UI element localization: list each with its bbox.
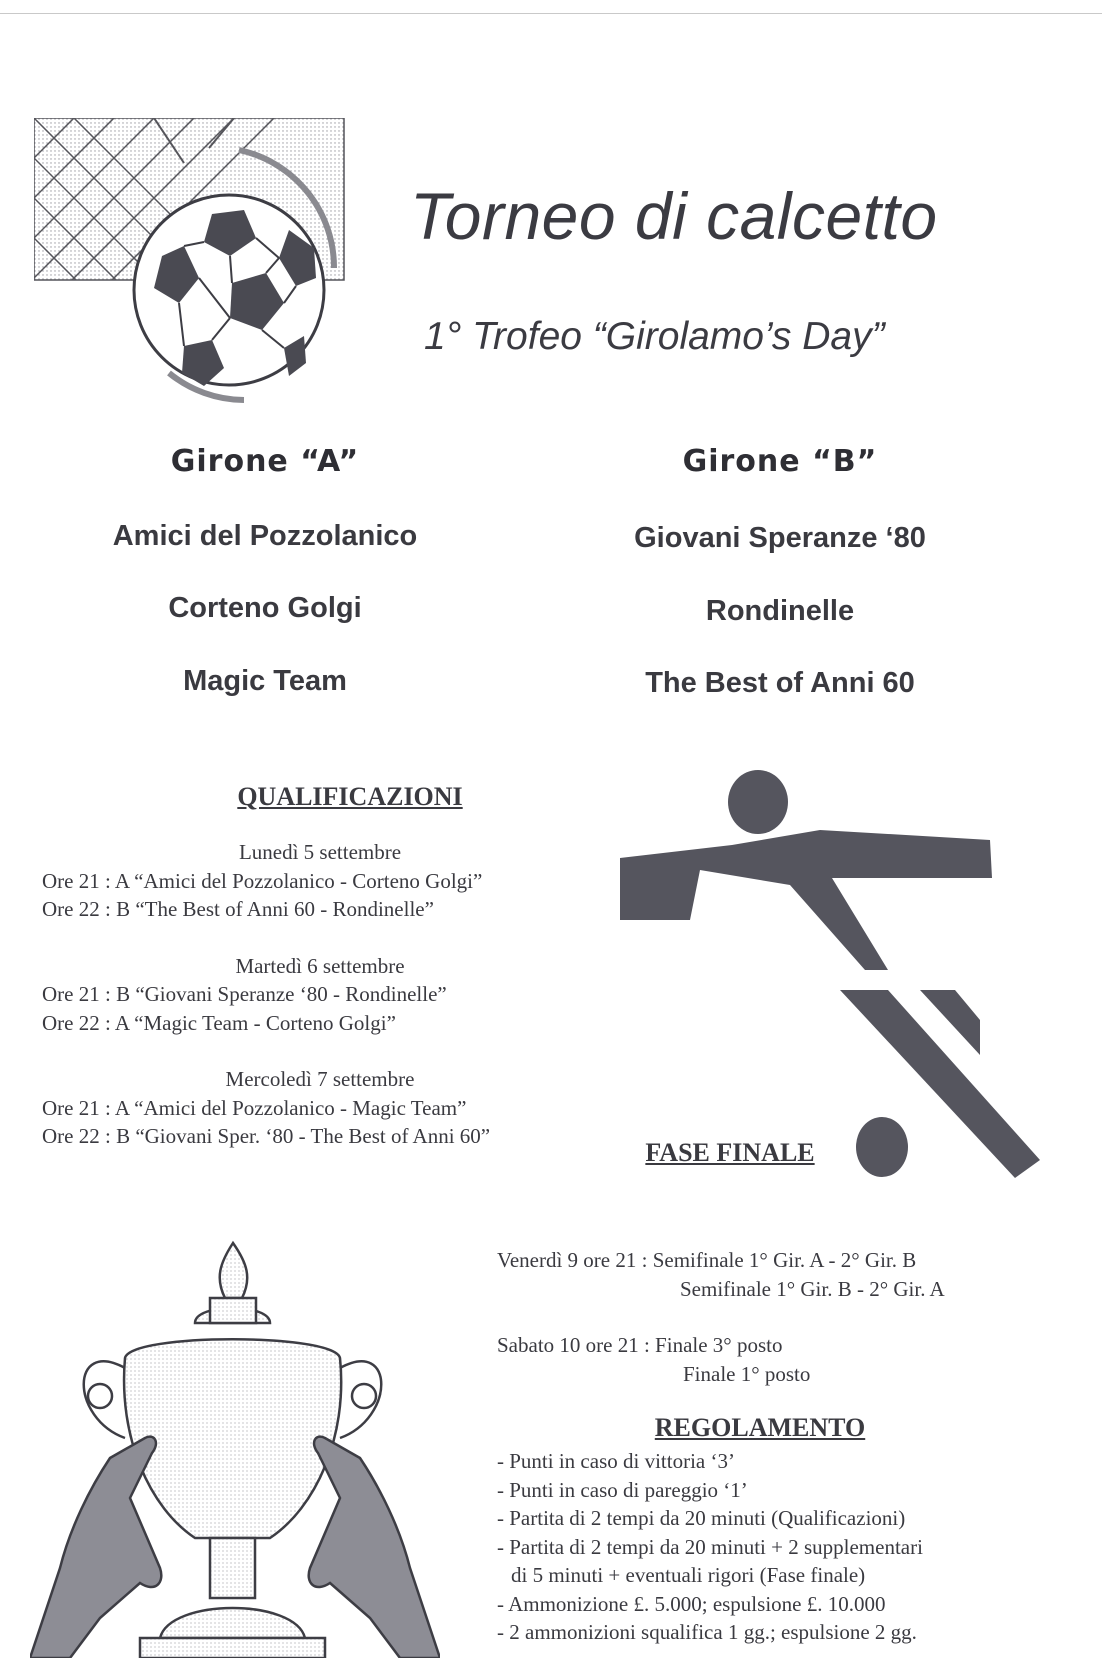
rule-item: - Punti in caso di pareggio ‘1’ [497, 1477, 748, 1502]
page-title: Torneo di calcetto [410, 179, 938, 253]
rule-item: - Partita di 2 tempi da 20 minuti (Qualificazioni) [497, 1506, 906, 1530]
finale-line: Finale 1° posto [683, 1361, 811, 1386]
girone-a-team: Corteno Golgi [168, 592, 362, 624]
finale-line: Sabato 10 ore 21 : Finale 3° posto [497, 1333, 783, 1357]
finale-line: Semifinale 1° Gir. B - 2° Gir. A [680, 1276, 945, 1301]
rule-item: - Punti in caso di vittoria ‘3’ [497, 1449, 735, 1473]
rule-item: - Partita di 2 tempi da 20 minuti + 2 supplementari [497, 1534, 923, 1559]
page-subtitle: 1° Trofeo “Girolamo’s Day” [424, 315, 885, 358]
schedule-match: Ore 22 : B “Giovani Sper. ‘80 - The Best of Anni 60” [42, 1124, 491, 1148]
qualificazioni-schedule [20, 838, 590, 1151]
rule-item: - 2 ammonizioni squalifica 1 gg.; espulsione 2 gg. [497, 1620, 917, 1644]
rule-item: di 5 minuti + eventuali rigori (Fase finale) [511, 1563, 866, 1587]
soccer-ball-net-illustration [34, 118, 369, 408]
trophy-illustration [30, 1238, 440, 1658]
girone-b-team: The Best of Anni 60 [645, 667, 915, 699]
fase-finale-heading: FASE FINALE [645, 1138, 815, 1167]
schedule-day: Martedì 6 settembre [235, 953, 405, 978]
soccer-player-pictogram [620, 770, 1040, 1190]
schedule-match: Ore 21 : B “Giovani Speranze ‘80 - Rondinelle” [42, 982, 447, 1006]
fase-finale-schedule [497, 1246, 945, 1388]
girone-a-team: Amici del Pozzolanico [112, 520, 418, 552]
girone-a-heading: Girone “A” [170, 444, 360, 479]
girone-a-team: Magic Team [183, 665, 347, 697]
rule-item: - Ammonizione £. 5.000; espulsione £. 10.000 [497, 1591, 886, 1616]
schedule-match: Ore 21 : A “Amici del Pozzolanico - Corteno Golgi” [42, 868, 483, 893]
schedule-match: Ore 22 : B “The Best of Anni 60 - Rondinelle” [42, 897, 434, 921]
schedule-day: Lunedì 5 settembre [238, 840, 402, 864]
regolamento-list [497, 1447, 923, 1647]
schedule-match: Ore 22 : A “Magic Team - Corteno Golgi” [42, 1010, 396, 1035]
schedule-match: Ore 21 : A “Amici del Pozzolanico - Magic Team” [42, 1095, 467, 1120]
qualificazioni-heading: QUALIFICAZIONI [237, 782, 463, 811]
finale-line: Venerdì 9 ore 21 : Semifinale 1° Gir. A - 2° Gir. B [497, 1248, 917, 1272]
girone-b-team: Rondinelle [705, 595, 855, 627]
regolamento-heading: REGOLAMENTO [654, 1413, 866, 1442]
girone-b-team: Giovani Speranze ‘80 [634, 522, 926, 554]
girone-b-heading: Girone “B” [682, 444, 878, 479]
schedule-day: Mercoledì 7 settembre [225, 1067, 415, 1091]
top-divider [0, 13, 1102, 14]
